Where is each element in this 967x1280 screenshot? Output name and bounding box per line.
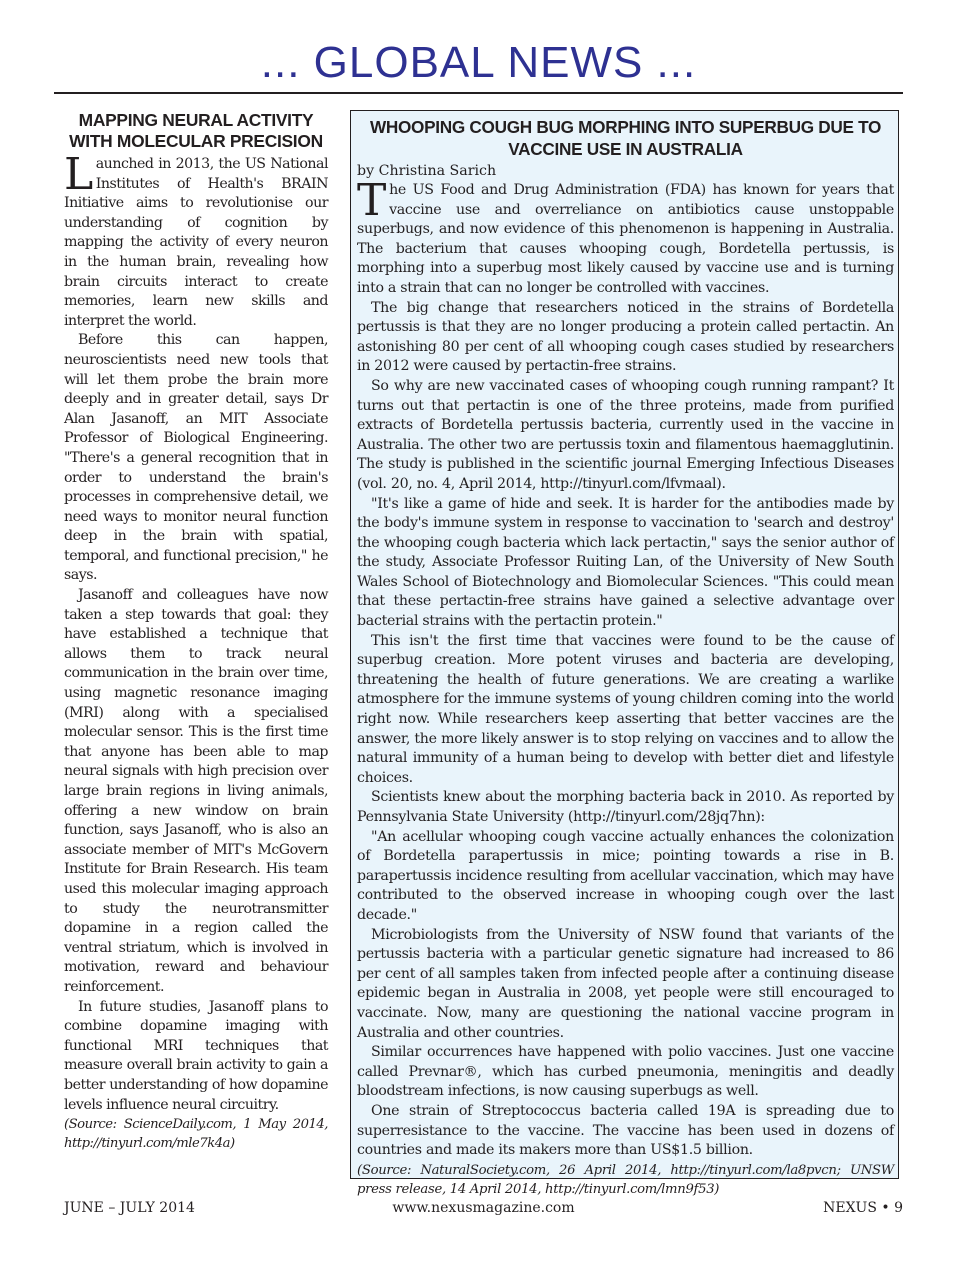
left-article-paragraph: In future studies, Jasanoff plans to combine dopamine imaging with functional MRI techniques that measure overall brain activity to gain a better understanding of how dopamine levels influence neural circuitry. xyxy=(64,998,328,1113)
left-article-body xyxy=(64,149,328,1115)
right-article-paragraph: Scientists knew about the morphing bacteria back in 2010. As reported by Pennsylvania State University (http://tinyurl.com/28jq7hn): xyxy=(357,789,894,825)
right-article-body xyxy=(357,175,894,1161)
left-article-headline: MAPPING NEURAL ACTIVITY WITH MOLECULAR PRECISION xyxy=(69,110,323,151)
left-article-source: (Source: ScienceDaily.com, 1 May 2014, http://tinyurl.com/mle7k4a) xyxy=(64,1117,328,1152)
right-article-paragraph: Similar occurrences have happened with polio vaccines. Just one vaccine called Prevnar®, which has curbed pneumonia, meningitis and deadly bloodstream infections, is now causing superbugs as well. xyxy=(357,1044,894,1100)
right-article-paragraph: One strain of Streptococcus bacteria called 19A is spreading due to superresistance to the vaccine. The vaccine has been used in dozens of countries and made its makers more than US$1.5 billion. xyxy=(357,1102,894,1159)
page-footer xyxy=(64,1200,903,1224)
footer-page-number: NEXUS • 9 xyxy=(823,1200,903,1216)
masthead-rule xyxy=(54,92,903,94)
right-article-paragraph: So why are new vaccinated cases of whooping cough running rampant? It turns out that pertactin is one of the three proteins, made from purified extracts of Bordetella pertussis bacteria, currently used in the vaccine in Australia. The other two are pertussis toxin and filamentous haemagglutinin. The study is published in the scientific journal Emerging Infectious Diseases (vol. 20, no. 4, April 2014, http://tinyurl.com/lfvmaal). xyxy=(357,377,894,492)
masthead-title: ... GLOBAL NEWS ... xyxy=(260,38,697,87)
right-article-paragraph: The big change that researchers noticed in the strains of Bordetella pertussis is that they are no longer producing a protein called pertactin. An astonishing 80 per cent of all whooping cough cases studied by researchers in 2012 were caused by pertactin-free strains. xyxy=(357,299,894,375)
right-article-box xyxy=(350,110,899,1197)
footer-issue-date: JUNE – JULY 2014 xyxy=(64,1200,195,1216)
right-article-paragraph: "It's like a game of hide and seek. It is harder for the antibodies made by the body's immune system in response to vaccination to 'search and destroy' the whooping cough bacteria which lack pertactin," says the senior author of the study, Associate Professor Ruiting Lan, of the University of New South Wales School of Biotechnology and Biomolecular Sciences. "This could mean that these pertactin-free strains have gained a selective advantage over bacterial strains with the pertactin protein." xyxy=(357,495,894,630)
left-article xyxy=(64,110,328,1153)
left-article-paragraph: Jasanoff and colleagues have now taken a step towards that goal: they have established a technique that allows them to track neural communication in the brain over time, using magnetic resonance imaging (MRI) along with a specialised molecular sensor. This is the first time that anyone has been able to map neural signals with high precision over large brain regions in living animals, offering a new window on brain function, says Jasanoff, who is also an associate member of MIT's McGovern Institute for Brain Research. His team used this molecular imaging approach to study the neurotransmitter dopamine in a region called the ventral striatum, which is involved in motivation, reward and behaviour reinforcement. xyxy=(64,587,328,995)
left-article-paragraph: Before this can happen, neuroscientists need new tools that will let them probe the brain more deeply and in greater detail, says Dr Alan Jasanoff, an MIT Associate Professor of Biological Engineering. "There's a general recognition that in order to understand the brain's processes in comprehensive detail, we need ways to monitor neural function deep in the brain with spatial, temporal, and functional precision," he says. xyxy=(64,332,328,584)
right-article-byline: by Christina Sarich xyxy=(357,163,497,179)
footer-website-link[interactable]: www.nexusmagazine.com xyxy=(392,1200,575,1216)
left-article-dropcap: L xyxy=(64,149,93,200)
right-article-paragraph: Microbiologists from the University of NSW found that variants of the pertussis bacteria with a particular genetic signature had increased to 86 per cent of all samples taken from infected people after a continuing disease epidemic began in Australia in 2008, yet people were still encouraged to vaccinate. Now, many are questioning the national vaccine program in Australia and other countries. xyxy=(357,926,894,1041)
right-article-headline: WHOOPING COUGH BUG MORPHING INTO SUPERBUG DUE TO VACCINE USE IN AUSTRALIA xyxy=(369,117,882,159)
left-article-paragraph: Launched in 2013, the US National Institutes of Health's BRAIN Initiative aims to revolutionise our understanding of cognition by mapping the activity of every neuron in the human brain, revealing how brain circuits interact to create memories, learn new skills and interpret the world. xyxy=(64,149,328,329)
right-article-paragraph: The US Food and Drug Administration (FDA) has known for years that vaccine use and overreliance on antibiotics cause unstoppable superbugs, and now evidence of this phenomenon is happening in Australia. The bacterium that causes whooping cough, Bordetella pertussis, is morphing into a superbug most likely caused by vaccine use and is turning into a strain that can no longer be controlled with vaccines. xyxy=(357,175,894,296)
right-article-dropcap: T xyxy=(357,175,387,226)
right-article-source: (Source: NaturalSociety.com, 26 April 2014, http://tinyurl.com/la8pvcn; UNSW press release, 14 April 2014, http://tinyurl.com/lmn9f53) xyxy=(357,1162,894,1197)
right-article-paragraph: "An acellular whooping cough vaccine actually enhances the colonization of Bordetella parapertussis in mice; pointing towards a rise in B. parapertussis incidence resulting from acellular vaccination, which may have contributed to the observed increase in whooping cough over the last decade." xyxy=(357,828,894,923)
right-article-paragraph: This isn't the first time that vaccines were found to be the cause of superbug creation. More potent viruses and bacteria are developing, threatening the health of future generations. We are creating a warlike atmosphere for the immune systems of young children coming into the world right now. While researchers keep asserting that better vaccines are the answer, the more likely answer is to stop relying on vaccines and to allow the natural immunity of a human being to develop with better diet and lifestyle choices. xyxy=(357,632,894,786)
